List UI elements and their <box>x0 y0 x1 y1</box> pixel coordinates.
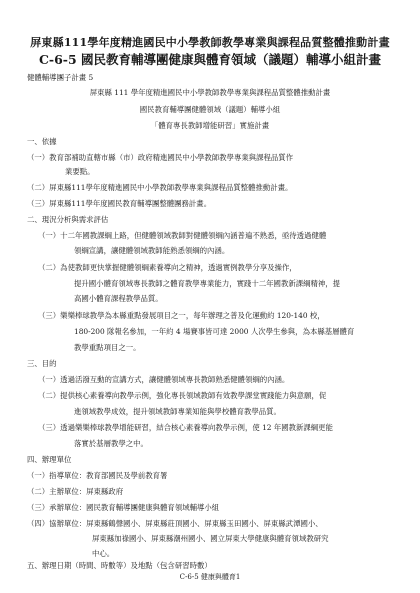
section-heading: 二、現況分析與需求評估 <box>27 215 109 224</box>
body-line: 180-200 隊報名參加，一年約 4 場賽事皆可達 2000 人次學生參與，為本縣基層體育 <box>74 327 355 336</box>
body-line: 教學重點項目之一。 <box>74 343 141 352</box>
body-line: 提升國小體育領域專長教師之體育教學專業能力，實踐十二年國教新課綱精神，提 <box>74 279 341 288</box>
body-line: 落實於基層教學之中。 <box>74 439 148 448</box>
body-line: （三）屏東縣111學年度國民教育輔導團整體團務計畫。 <box>27 199 212 208</box>
body-line: 中心。 <box>92 549 115 558</box>
body-line: （一）教育部補助直轄市縣（市）政府精進國民中小學教師教學專業與課程品質作 <box>27 153 294 162</box>
plan-header-subtitle: C-6-5 國民教育輔導團健康與體育領域（議題）輔導小組計畫 <box>38 52 382 67</box>
plan-header-title: 屏東縣111學年度精進國民中小學教師教學專業與課程品質整體推動計畫 <box>30 36 390 49</box>
attachment-label: 健體輔導團子計畫 5 <box>27 73 94 82</box>
body-line: 高國小體育課程教學品質。 <box>74 294 163 303</box>
body-line: （三）樂樂棒球教學為本縣重點發展項目之一，每年辦理之普及化運動約 120-140 校， <box>38 311 325 320</box>
doc-title-line1: 屏東縣 111 學年度精進國民中小學教師教學專業與課程品質整體推動計畫 <box>89 88 331 97</box>
section-heading: 三、目的 <box>27 359 57 368</box>
doc-title-line3: 「體育專長教師增能研習」實施計畫 <box>150 121 270 130</box>
body-line: （二）屏東縣111學年度精進國民中小學教師教學專業與課程品質整體推動計畫。 <box>27 183 293 192</box>
doc-title-line2: 國民教育輔導團健體領域（議題）輔導小組 <box>139 105 281 114</box>
section-heading: 四、辦理單位 <box>27 455 72 464</box>
body-line: （一）十二年國教課綱上路，但健體領域教師對健體領綱內涵普遍不熟悉，亟待透過健體 <box>38 231 327 240</box>
page-footer: C-6-5 健康與體育1 <box>179 573 241 581</box>
body-line: 進領域教學成效，提升領域教師專業知能與學校體育教學品質。 <box>74 407 281 416</box>
body-line: 屏東縣加祿國小、屏東縣潮州國小、國立屏東大學健康與體育領域教研究 <box>92 534 329 543</box>
body-line: （一）指導單位：教育部國民及學前教育署 <box>27 471 168 480</box>
body-line: （三）承辦單位：國民教育輔導團健康與體育領域輔導小組 <box>27 503 220 512</box>
body-line: （四）協辦單位：屏東縣鶴聲國小、屏東縣莊頂國小、屏東縣玉田國小、屏東縣武潭國小、 <box>27 519 323 528</box>
body-line: （二）提供核心素養導向教學示例，強化專長領域教師有效教學課堂實踐能力與意願，促 <box>38 391 327 400</box>
body-line: （二）為使教師更快掌握健體領綱素養導向之精神，透過實例教學分享及操作， <box>38 263 297 272</box>
body-line: 業要點。 <box>65 167 95 176</box>
section-heading: 一、依據 <box>27 137 57 146</box>
section-heading: 五、辦理日期（時間、時數等）及地點（包含研習時數） <box>27 561 212 570</box>
body-line: （二）主辦單位：屏東縣政府 <box>27 487 124 496</box>
body-line: （三）透過樂樂棒球教學增能研習，結合核心素養導向教學示例，使 12 年國教新課綱更能 <box>38 423 333 432</box>
body-line: 領綱宣講，讓健體領域教師能熟悉領綱的內涵。 <box>74 246 230 255</box>
body-line: （一）透過活潑互動的宣講方式，讓健體領域專長教師熟悉健體領綱的內涵。 <box>38 375 290 384</box>
